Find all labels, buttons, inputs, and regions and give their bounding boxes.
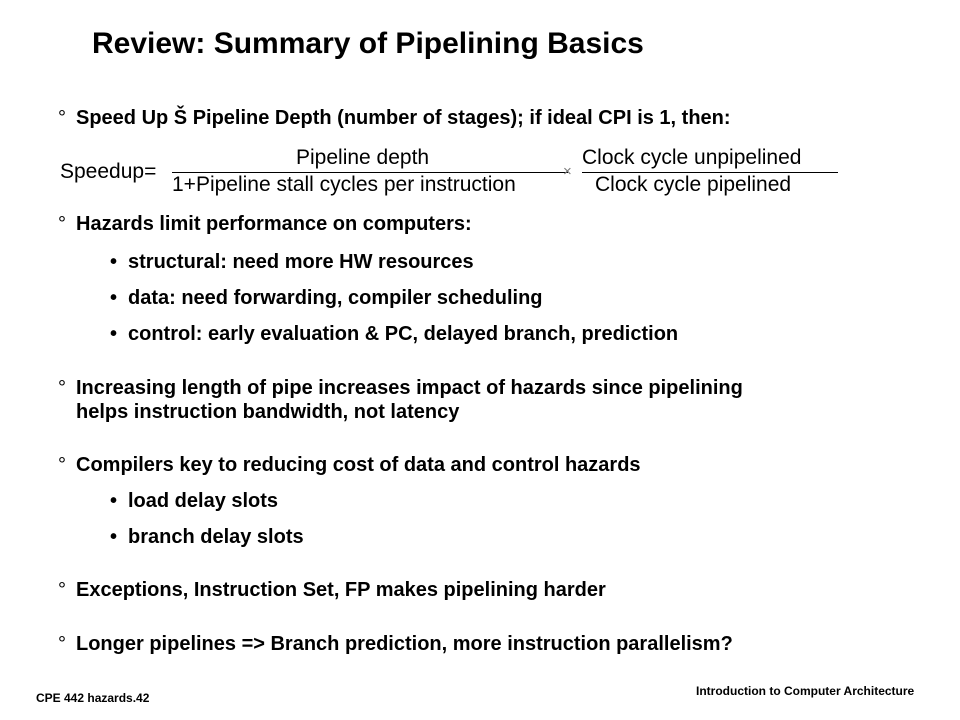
sub-bullet-dot: • <box>110 287 118 309</box>
footer-course-title: Introduction to Computer Architecture <box>696 684 915 698</box>
point-marker: ° <box>58 633 66 655</box>
footer-slide-id: CPE 442 hazards.42 <box>36 691 150 705</box>
hazard-structural: structural: need more HW resources <box>128 251 474 273</box>
point-compilers: Compilers key to reducing cost of data and control hazards <box>76 454 641 476</box>
point-pipe-length-line2: helps instruction bandwidth, not latency <box>76 401 460 423</box>
formula-frac2-numerator: Clock cycle unpipelined <box>582 146 802 169</box>
slide-title: Review: Summary of Pipelining Basics <box>92 27 644 60</box>
compiler-load-delay: load delay slots <box>128 490 279 512</box>
hazard-control: control: early evaluation & PC, delayed branch, prediction <box>128 323 679 345</box>
sub-bullet-dot: • <box>110 323 118 345</box>
point-marker: ° <box>58 377 66 399</box>
formula-frac1-numerator: Pipeline depth <box>296 146 430 169</box>
compiler-branch-delay: branch delay slots <box>128 526 304 548</box>
point-marker: ° <box>58 579 66 601</box>
speedup-formula <box>60 144 850 200</box>
point-marker: ° <box>58 213 66 235</box>
sub-bullet-dot: • <box>110 526 118 548</box>
point-speedup: Speed Up Š Pipeline Depth (number of stages); if ideal CPI is 1, then: <box>76 107 731 129</box>
point-pipe-length-line1: Increasing length of pipe increases impact of hazards since pipelining <box>76 377 743 399</box>
formula-frac2-denominator: Clock cycle pipelined <box>595 173 792 196</box>
formula-frac1-denominator: 1+Pipeline stall cycles per instruction <box>172 173 516 196</box>
point-exceptions: Exceptions, Instruction Set, FP makes pipelining harder <box>76 579 606 601</box>
sub-bullet-dot: • <box>110 251 118 273</box>
hazard-data: data: need forwarding, compiler scheduling <box>128 287 543 309</box>
point-hazards: Hazards limit performance on computers: <box>76 213 472 235</box>
sub-bullet-dot: • <box>110 490 118 512</box>
formula-times-sign: × <box>563 163 572 180</box>
point-marker: ° <box>58 107 66 129</box>
point-marker: ° <box>58 454 66 476</box>
point-longer-pipelines: Longer pipelines => Branch prediction, more instruction parallelism? <box>76 633 733 655</box>
formula-lhs: Speedup= <box>60 160 157 183</box>
